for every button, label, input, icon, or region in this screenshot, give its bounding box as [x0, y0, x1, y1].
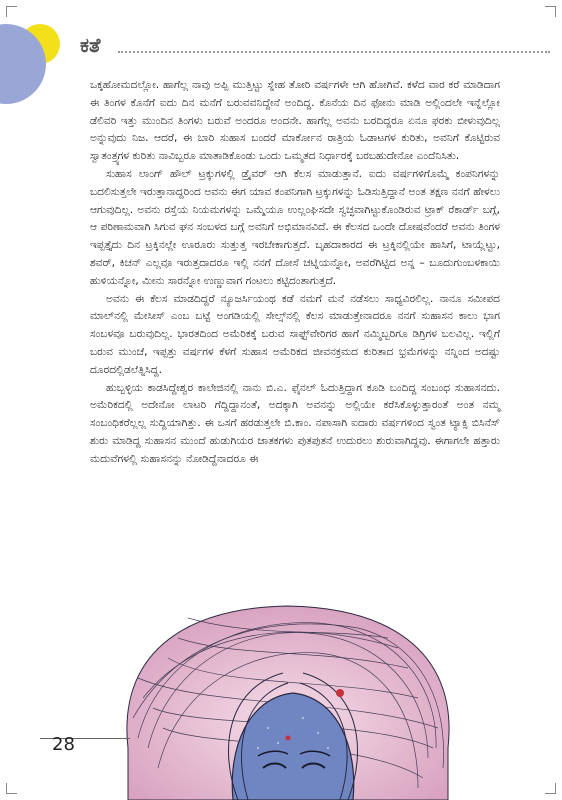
header-dotted-rule	[118, 51, 550, 53]
red-dot	[336, 689, 344, 697]
crop-mark-bottom-right	[545, 783, 556, 794]
paragraph: ಹುಬ್ಬಳ್ಳಿಯ ಕಾಡಸಿದ್ದೇಶ್ವರ ಕಾಲೇಜಿನಲ್ಲಿ ನಾನು ಬಿ.ಎ. ಫೈನಲ್ ಓದುತ್ತಿದ್ದಾಗ ಕೂಡಿ ಬಂದಿದ್ದ ಸಂಬಂಧ ಸುಹಾಸನದು. ಅಮೆರಿಕದಲ್ಲಿ ಅದೇನೋ ಲಾಟರಿ ಗೆದ್ದಿದ್ದಾನಂತೆ, ಅದಕ್ಕಾಗಿ ಅವನನ್ನು ಅಲ್ಲಿಯೇ ಕರೆಸಿಕೊಳ್ಳುತ್ತಾರಂತೆ ಅಂತ ನಮ್ಮ ಸಂಬಂಧಿಕರೆಲ್ಲಲ್ಲ ಸುದ್ದಿಯಾಗಿತ್ತು. ಈ ಒಸಗೆ ಹರಡುತ್ತಲೇ ಬಿ.ಕಾಂ. ನಪಾಸಾಗಿ ಐದಾರು ವರ್ಷಗಳಿಂದ ಸ್ವಂತ ಟ್ಯಾಕ್ಸಿ ಬಿಸಿನೆಸ್ ಶುರು ಮಾಡಿದ್ದ ಸುಹಾಸನ ಮುಂದೆ ಹುಡುಗಿಯರ ಜಾತಕಗಳು ಪುತಪುತನೆ ಉದುರಲು ಶುರುವಾಗಿದ್ದವು. ಈಗಾಗಲೇ ಹತ್ತಾರು ಮದುವೆಗಳಲ್ಲಿ ಸುಹಾಸನನ್ನು ನೋಡಿದ್ದೆನಾದರೂ ಈ	[90, 381, 500, 465]
story-illustration	[118, 598, 458, 800]
crop-mark-top-right	[545, 6, 556, 17]
story-body	[90, 77, 500, 469]
paragraph: ಸುಹಾಸ ಲಾಂಗ್ ಹೌಲ್ ಟ್ರಕ್ಕುಗಳಲ್ಲಿ ಡ್ರೈವರ್ ಆಗಿ ಕೆಲಸ ಮಾಡುತ್ತಾನೆ. ಐದು ವರ್ಷಗಳಿಗೊಮ್ಮೆ ಕಂಪನಿಗಳನ್ನು ಬದಲಿಸುತ್ತಲೇ ಇರುತ್ತಾನಾದ್ದರಿಂದ ಅವನು ಈಗ ಯಾವ ಕಂಪನಿಗಾಗಿ ಟ್ರಕ್ಕುಗಳನ್ನು ಓಡಿಸುತ್ತಿದ್ದಾನೆ ಅಂತ ತಕ್ಷಣ ನನಗೆ ಹೇಳಲು ಆಗುವುದಿಲ್ಲ. ಅವನು ರಸ್ತೆಯ ನಿಯಮಗಳನ್ನು ಒಮ್ಮೆಯೂ ಉಲ್ಲಂಘಿಸದೇ ಸ್ವಚ್ಛವಾಗಿಟ್ಟುಕೊಂಡಿರುವ ಟ್ರಾಕ್ ರೆಕಾರ್ಡ್ ಬಗ್ಗೆ, ಆ ಪರಿಣಾಮವಾಗಿ ಸಿಗುವ ಘನ ಸಂಬಳದ ಬಗ್ಗೆ ಅವನಿಗೆ ಅಭಿಮಾನವಿದೆ. ಈ ಕೆಲಸದ ಒಂದೇ ದೋಷವೆಂದರೆ ಅವನು ತಿಂಗಳ ಇಪ್ಪತ್ತೈದು ದಿನ ಟ್ರಕ್ಕಿನಲ್ಲೇ ಊರೂರು ಸುತ್ತುತ್ತ ಇರಬೇಕಾಗುತ್ತದೆ. ಬೃಹದಾಕಾರದ ಈ ಟ್ರಕ್ಕಿನಲ್ಲಿಯೇ ಹಾಸಿಗೆ, ಟಾಯ್ಲೆಟ್ಟು, ಶವರ್, ಕಿಚನ್ ಎಲ್ಲವೂ ಇರುತ್ತದಾದರೂ ಇಲ್ಲಿ ನನಗೆ ದೋಸೆ ಚಟ್ನಿಯನ್ನೋ, ಅವರೆಗಿಟ್ಟಿದ ಅನ್ನ – ಬೂದುಗುಂಬಳಕಾಯಿ ಹುಳಿಯನ್ನೋ, ಮೀನು ಸಾರನ್ನೋ ಉಣ್ಣುವಾಗ ಗಂಟಲು ಕಟ್ಟಿದಂತಾಗುತ್ತದೆ.	[90, 167, 500, 287]
crop-mark-bottom-left	[6, 783, 17, 794]
section-label: ಕತೆ	[80, 33, 101, 57]
crop-mark-top-left	[6, 6, 17, 17]
section-decoration	[0, 20, 80, 110]
page-number: 28	[52, 734, 75, 755]
paragraph: ಒಕ್ಕಹೋಮದಲ್ಲೋ. ಹಾಗೆಲ್ಲ ನಾವು ಅಪ್ಪಿ ಮುತ್ತಿಟ್ಟು ಸ್ನೇಹ ತೋರಿ ವರ್ಷಗಳೇ ಆಗಿ ಹೋಗಿವೆ. ಕಳೆದ ವಾರ ಕರೆ ಮಾಡಿದಾಗ ಈ ತಿಂಗಳ ಕೊನೆಗೆ ಐದು ದಿನ ಮನೆಗೆ ಬರುವವನಿದ್ದೇನೆ ಅಂದಿದ್ದ. ಕೊನೆಯ ದಿನ ಫೋನು ಮಾಡಿ ಅಲ್ಲಿಂದಲೇ ಇನ್ನೆಲ್ಲೋ ಡೆಲಿವರಿ ಇತ್ತು ಮುಂದಿನ ತಿಂಗಳು ಬರುವೆ ಅಂದರೂ ಅಂದನೇ. ಹಾಗೆಲ್ಲ ಅವನು ಬರದಿದ್ದರೂ ಏನೂ ಫರಕು ಬೀಳುವುದಿಲ್ಲ ಅನ್ನುವುದು ನಿಜ. ಆದರೆ, ಈ ಬಾರಿ ಸುಹಾಸ ಬಂದರೆ ಮಾರ್ಕೋನ ರಾತ್ರಿಯ ಓಡಾಟಗಳ ಕುರಿತು, ಅವನಿಗೆ ಕೊಟ್ಟಿರುವ ಸ್ವಾತಂತ್ರ್ಯಗಳ ಕುರಿತು ನಾವಿಬ್ಬರೂ ಮಾತಾಡಿಕೊಂಡು ಒಂದು ಒಮ್ಮತದ ನಿರ್ಧಾರಕ್ಕೆ ಬರಬಹುದೇನೋ ಎಂದೆನಿಸಿತು.	[90, 79, 500, 163]
paragraph: ಅವನು ಈ ಕೆಲಸ ಮಾಡದಿದ್ದರೆ ನ್ಯೂಜರ್ಸಿಯಂಥ ಕಡೆ ನಮಗೆ ಮನೆ ನಡೆಸಲು ಸಾಧ್ಯವಿರಲಿಲ್ಲ. ನಾನೂ ಸಮೀಪದ ಮಾಲ್‌ನಲ್ಲಿ ಮೇಸೀಸ್ ಎಂಬ ಬಟ್ಟೆ ಅಂಗಡಿಯಲ್ಲಿ ಸೇಲ್ಸ್‌ನಲ್ಲಿ ಕೆಲಸ ಮಾಡುತ್ತೇನಾದರೂ ನನಗೆ ಸುಹಾಸನ ಕಾಲು ಭಾಗ ಸಂಬಳವೂ ಬರುವುದಿಲ್ಲ. ಭಾರತದಿಂದ ಅಮೆರಿಕಕ್ಕೆ ಬರುವ ಸಾಫ್ಟ್‌ವೇರಿಗರ ಹಾಗೆ ನಮ್ಮಿಬ್ಬರಿಗೂ ಡಿಗ್ರಿಗಳ ಬಲವಿಲ್ಲ. ಇಲ್ಲಿಗೆ ಬರುವ ಮುಂಚೆ, ಇಪ್ಪತ್ತು ವರ್ಷಗಳ ಕೆಳಗೆ ಸುಹಾಸ ಅಮೆರಿಕದ ಜೀವನಕ್ರಮದ ಕುರಿತಾದ ಭ್ರಮೆಗಳನ್ನು ನನ್ನಿಂದ ಅದಷ್ಟು ದೂರದಲ್ಲಿಡಲೆತ್ನಿಸಿದ್ದ.	[90, 292, 500, 376]
red-dot	[286, 736, 291, 741]
